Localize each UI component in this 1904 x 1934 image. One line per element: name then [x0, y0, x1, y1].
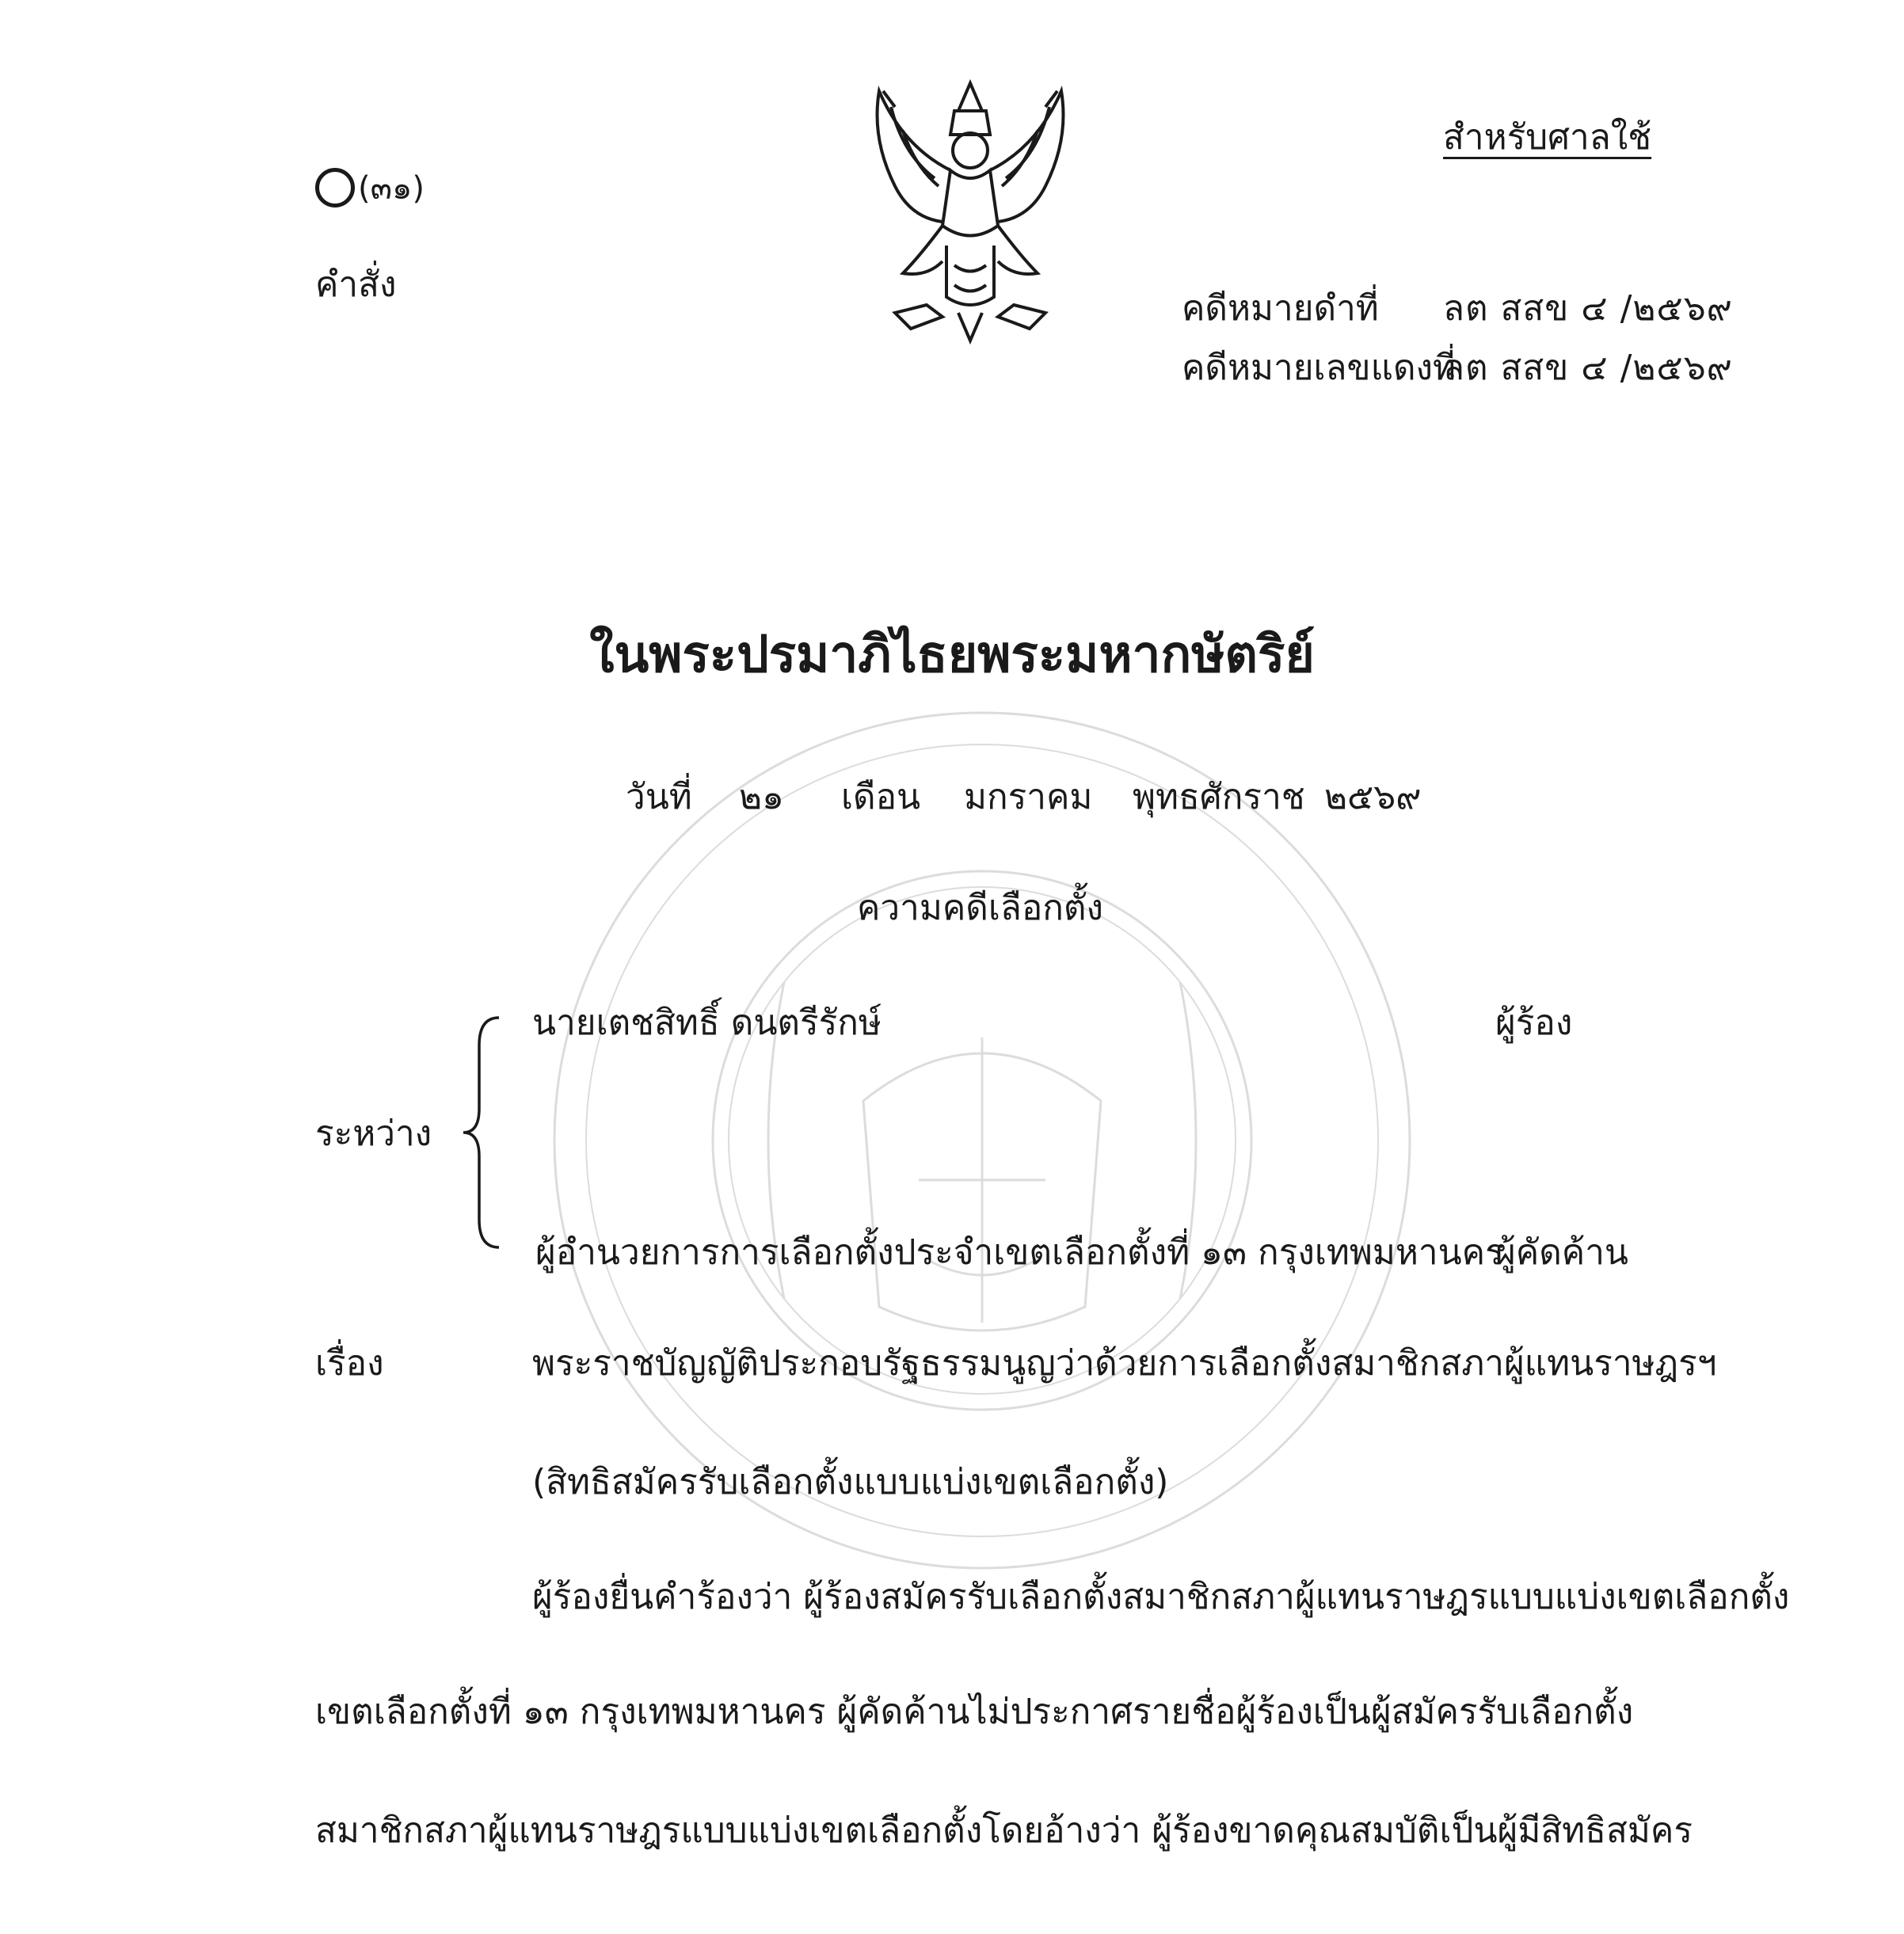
court-use-note: สำหรับศาลใช้ [1443, 117, 1652, 158]
petitioner-role: ผู้ร้อง [1495, 1003, 1573, 1043]
respondent-name: ผู้อำนวยการการเลือกตั้งประจำเขตเลือกตั้งที่ ๑๓ กรุงเทพมหานคร [535, 1232, 1504, 1273]
black-case-label: คดีหมายดำที่ [1182, 288, 1379, 329]
date-month: มกราคม [964, 777, 1093, 817]
red-case-number: ลต สสข ๔ /๒๕๖๙ [1443, 348, 1733, 388]
date-year: ๒๕๖๙ [1324, 777, 1422, 817]
body-paragraph-line: สมาชิกสภาผู้แทนราษฎรแบบแบ่งเขตเลือกตั้งโดยอ้างว่า ผู้ร้องขาดคุณสมบัติเป็นผู้มีสิทธิสมัคร [315, 1810, 1693, 1851]
form-code [315, 162, 425, 213]
body-paragraph-line: เขตเลือกตั้งที่ ๑๓ กรุงเทพมหานคร ผู้คัดค้านไม่ประกาศรายชื่อผู้ร้องเป็นผู้สมัครรับเลือกตั้ง [315, 1692, 1634, 1732]
petitioner-name: นายเตชสิทธิ์ ดนตรีรักษ์ [532, 1003, 882, 1043]
curly-brace-icon [459, 1014, 507, 1251]
body-paragraph-line: ผู้ร้องยื่นคำร้องว่า ผู้ร้องสมัครรับเลือกตั้งสมาชิกสภาผู้แทนราษฎรแบบแบ่งเขตเลือกตั้ง [532, 1577, 1790, 1617]
form-code-number: (๓๑) [358, 170, 425, 207]
black-case-number: ลต สสข ๔ /๒๕๖๙ [1443, 288, 1733, 329]
subject-label: เรื่อง [315, 1343, 384, 1384]
page-heading: ในพระปรมาภิไธยพระมหากษัตริย์ [589, 626, 1315, 684]
date-month-label: เดือน [841, 777, 921, 817]
garuda-emblem [847, 75, 1093, 348]
date-year-label: พุทธศักราช [1133, 777, 1305, 817]
case-type: ความคดีเลือกตั้ง [857, 888, 1103, 928]
subject-line-2: (สิทธิสมัครรับเลือกตั้งแบบแบ่งเขตเลือกตั้ง) [532, 1462, 1169, 1502]
circle-icon [315, 168, 355, 207]
date-day: ๒๑ [739, 777, 784, 817]
date-day-label: วันที่ [626, 777, 692, 817]
subject-line-1: พระราชบัญญัติประกอบรัฐธรรมนูญว่าด้วยการเลือกตั้งสมาชิกสภาผู้แทนราษฎรฯ [532, 1343, 1717, 1384]
document-type: คำสั่ง [315, 265, 397, 305]
court-seal-watermark [546, 705, 1418, 1576]
red-case-label: คดีหมายเลขแดงที่ [1182, 348, 1457, 388]
respondent-role: ผู้คัดค้าน [1495, 1232, 1629, 1273]
between-label: ระหว่าง [315, 1114, 432, 1154]
